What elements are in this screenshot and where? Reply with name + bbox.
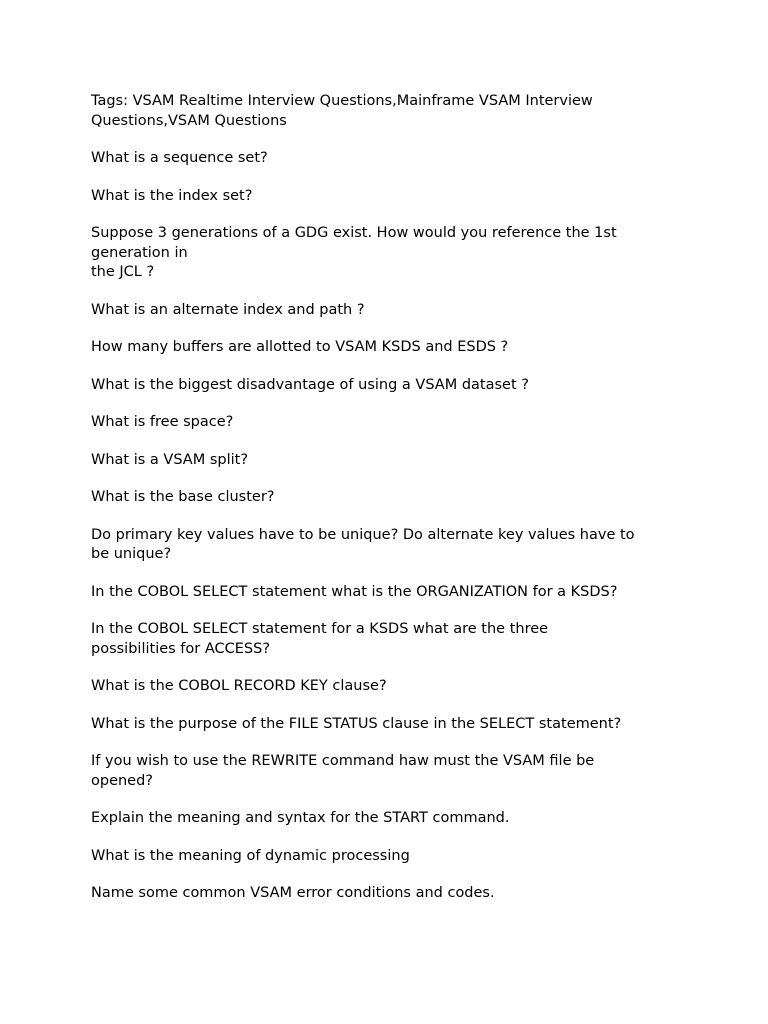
question-line: What is a VSAM split? (91, 451, 249, 468)
question-paragraph (91, 187, 691, 207)
question-line: What is the meaning of dynamic processing (91, 847, 410, 864)
question-paragraph (91, 847, 691, 867)
question-line: Do primary key values have to be unique? Do alternate key values have to (91, 526, 635, 543)
question-paragraph (91, 413, 691, 433)
question-line: What is the base cluster? (91, 489, 275, 505)
question-line: Explain the meaning and syntax for the START command. (91, 810, 510, 826)
question-paragraph (91, 583, 691, 603)
question-paragraph (91, 451, 691, 471)
question-paragraph (91, 677, 691, 697)
question-line: the JCL ? (91, 264, 155, 280)
question-paragraph (91, 224, 691, 283)
question-line: possibilities for ACCESS? (91, 640, 271, 657)
question-paragraph (91, 376, 691, 396)
question-line: What is the biggest disadvantage of using a VSAM dataset ? (91, 376, 529, 393)
question-line: What is free space? (91, 414, 234, 430)
question-paragraph (91, 752, 691, 791)
question-line: be unique? (91, 546, 172, 562)
question-line: In the COBOL SELECT statement for a KSDS what are the three (91, 621, 549, 637)
question-line: What is an alternate index and path ? (91, 301, 365, 318)
document-page (91, 92, 691, 922)
question-paragraph (91, 149, 691, 169)
tags-line: Questions,VSAM Questions (91, 112, 287, 129)
question-line: What is the purpose of the FILE STATUS clause in the SELECT statement? (91, 715, 622, 732)
question-paragraph (91, 620, 691, 659)
question-paragraph (91, 526, 691, 565)
question-line: generation in (91, 244, 188, 261)
question-paragraph (91, 809, 691, 829)
tags-line: Tags: VSAM Realtime Interview Questions,Mainframe VSAM Interview (91, 93, 593, 109)
question-line: Suppose 3 generations of a GDG exist. How would you reference the 1st (91, 225, 617, 241)
question-line: If you wish to use the REWRITE command haw must the VSAM file be (91, 753, 595, 769)
question-line: Name some common VSAM error conditions and codes. (91, 885, 495, 901)
question-paragraph (91, 301, 691, 321)
question-paragraph (91, 338, 691, 358)
question-line: opened? (91, 772, 154, 789)
question-paragraph (91, 884, 691, 904)
tags-paragraph (91, 92, 691, 131)
question-line: How many buffers are allotted to VSAM KSDS and ESDS ? (91, 339, 509, 355)
question-line: What is a sequence set? (91, 150, 268, 166)
question-line: In the COBOL SELECT statement what is the ORGANIZATION for a KSDS? (91, 583, 618, 600)
question-paragraph (91, 715, 691, 735)
question-line: What is the COBOL RECORD KEY clause? (91, 678, 387, 694)
question-paragraph (91, 488, 691, 508)
question-line: What is the index set? (91, 187, 253, 204)
